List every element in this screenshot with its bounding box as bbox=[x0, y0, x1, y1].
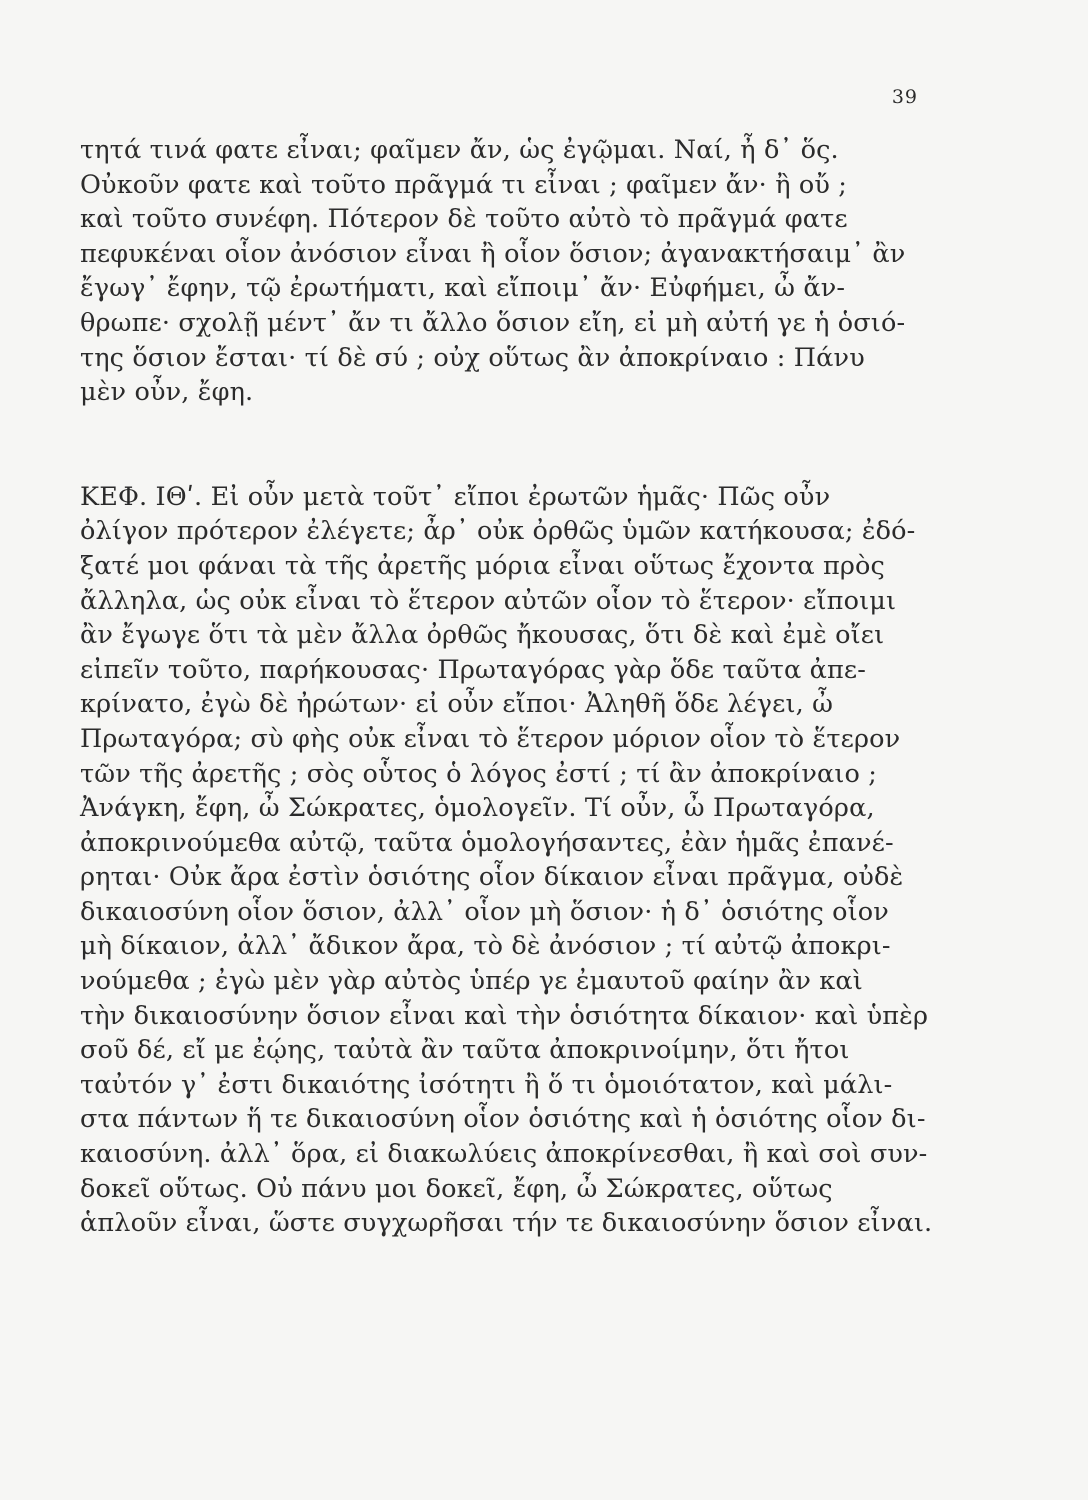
page-number: 39 bbox=[891, 86, 918, 108]
text-line: Ἀνάγκη, ἔφη, ὦ Σώκρατες, ὁμολογεῖν. Τί οὖν, ὦ Πρωταγόρα, bbox=[80, 793, 875, 824]
text-line: στα πάντων ἥ τε δικαιοσύνη οἷον ὁσιότης καὶ ἡ ὁσιότης οἷον δι- bbox=[80, 1104, 926, 1135]
text-line: Πρωταγόρα; σὺ φὴς οὐκ εἶναι τὸ ἕτερον μόριον οἷον τὸ ἕτερον bbox=[80, 723, 901, 754]
text-line: ἂν ἔγωγε ὅτι τὰ μὲν ἄλλα ὀρθῶς ἤκουσας, ὅτι δὲ καὶ ἐμὲ οἴει bbox=[80, 620, 885, 651]
text-line: ρηται· Οὐκ ἄρα ἐστὶν ὁσιότης οἷον δίκαιον εἶναι πρᾶγμα, οὐδὲ bbox=[80, 862, 904, 893]
text-line: δοκεῖ οὕτως. Οὐ πάνυ μοι δοκεῖ, ἔφη, ὦ Σώκρατες, οὕτως bbox=[80, 1173, 833, 1204]
text-line: τητά τινά φατε εἶναι; φαῖμεν ἄν, ὡς ἐγῷμαι. Ναί, ἦ δ᾽ ὅς. bbox=[80, 135, 839, 165]
text-line: Οὐκοῦν φατε καὶ τοῦτο πρᾶγμά τι εἶναι ; φαῖμεν ἄν· ἢ οὔ ; bbox=[80, 169, 848, 200]
paragraph-1 bbox=[80, 133, 1020, 410]
body-text bbox=[80, 133, 1020, 1241]
text-line: ἄλληλα, ὡς οὐκ εἶναι τὸ ἕτερον αὐτῶν οἷον τὸ ἕτερον· εἴποιμι bbox=[80, 585, 897, 616]
text-line: ξατέ μοι φάναι τὰ τῆς ἀρετῆς μόρια εἶναι οὕτως ἔχοντα πρὸς bbox=[80, 550, 885, 581]
text-line: νούμεθα ; ἐγὼ μὲν γὰρ αὐτὸς ὑπέρ γε ἐμαυτοῦ φαίην ἂν καὶ bbox=[80, 966, 863, 997]
text-line: ὀλίγον πρότερον ἐλέγετε; ἆρ᾽ οὐκ ὀρθῶς ὑμῶν κατήκουσα; ἐδό- bbox=[80, 516, 916, 547]
text-line: καιοσύνη. ἀλλ᾽ ὅρα, εἰ διακωλύεις ἀποκρίνεσθαι, ἢ καὶ σοὶ συν- bbox=[80, 1139, 928, 1170]
text-line: τὴν δικαιοσύνην ὅσιον εἶναι καὶ τὴν ὁσιότητα δίκαιον· καὶ ὑπὲρ bbox=[80, 1000, 929, 1031]
paragraph-2 bbox=[80, 480, 1020, 1241]
text-line: σοῦ δέ, εἴ με ἐῴης, ταὐτὰ ἂν ταῦτα ἀποκρινοίμην, ὅτι ἤτοι bbox=[80, 1035, 850, 1066]
text-line: μὲν οὖν, ἔφη. bbox=[80, 377, 254, 408]
text-line: ἀποκρινούμεθα αὐτῷ, ταῦτα ὁμολογήσαντες, ἐὰν ἡμᾶς ἐπανέ- bbox=[80, 827, 894, 858]
section-gap bbox=[80, 410, 1020, 480]
section-heading-line: ΚΕΦ. ΙΘʹ. Εἰ οὖν μετὰ τοῦτ᾽ εἴποι ἐρωτῶν ἡμᾶς· Πῶς οὖν bbox=[80, 481, 831, 512]
text-line: θρωπε· σχολῇ μέντ᾽ ἄν τι ἄλλο ὅσιον εἴη, εἰ μὴ αὐτή γε ἡ ὁσιό- bbox=[80, 307, 906, 338]
text-line: τῶν τῆς ἀρετῆς ; σὸς οὗτος ὁ λόγος ἐστί ; τί ἂν ἀποκρίναιο ; bbox=[80, 758, 878, 789]
text-line: ἔγωγ᾽ ἔφην, τῷ ἐρωτήματι, καὶ εἴποιμ᾽ ἄν· Εὐφήμει, ὦ ἄν- bbox=[80, 273, 846, 304]
text-line: μὴ δίκαιον, ἀλλ᾽ ἄδικον ἄρα, τὸ δὲ ἀνόσιον ; τί αὐτῷ ἀποκρι- bbox=[80, 931, 891, 962]
text-line: της ὅσιον ἔσται· τί δὲ σύ ; οὐχ οὕτως ἂν ἀποκρίναιο : Πάνυ bbox=[80, 342, 865, 373]
text-line: καὶ τοῦτο συνέφη. Πότερον δὲ τοῦτο αὐτὸ τὸ πρᾶγμά φατε bbox=[80, 204, 848, 235]
text-line: κρίνατο, ἐγὼ δὲ ἠρώτων· εἰ οὖν εἴποι· Ἀληθῆ ὅδε λέγει, ὦ bbox=[80, 689, 834, 720]
text-line: ταὐτόν γ᾽ ἐστι δικαιότης ἰσότητι ἢ ὅ τι ὁμοιότατον, καὶ μάλι- bbox=[80, 1069, 893, 1100]
text-line: δικαιοσύνη οἷον ὅσιον, ἀλλ᾽ οἷον μὴ ὅσιον· ἡ δ᾽ ὁσιότης οἷον bbox=[80, 896, 889, 927]
text-line: πεφυκέναι οἷον ἀνόσιον εἶναι ἢ οἷον ὅσιον; ἀγανακτήσαιμ᾽ ἂν bbox=[80, 238, 906, 269]
text-line: ἁπλοῦν εἶναι, ὥστε συγχωρῆσαι τήν τε δικαιοσύνην ὅσιον εἶναι. bbox=[80, 1208, 933, 1239]
text-line: εἰπεῖν τοῦτο, παρήκουσας· Πρωταγόρας γὰρ ὅδε ταῦτα ἀπε- bbox=[80, 654, 867, 685]
